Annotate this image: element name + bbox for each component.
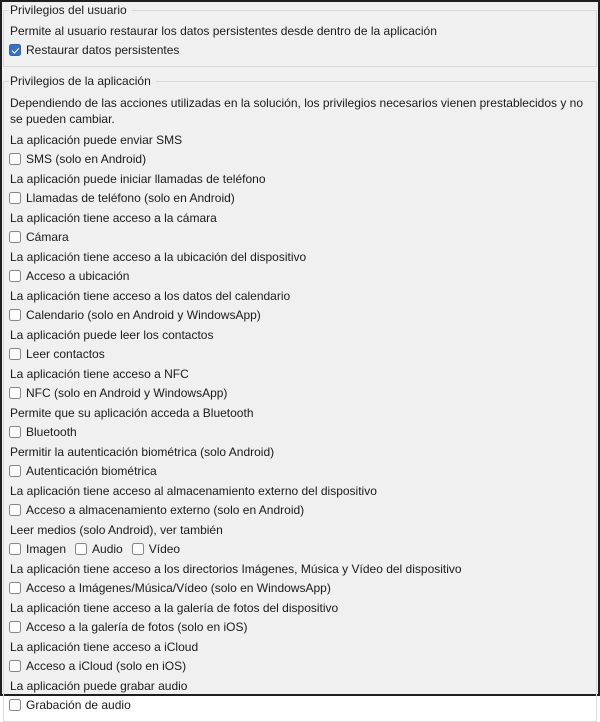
checkbox[interactable]: [132, 543, 144, 555]
checkbox[interactable]: [9, 543, 21, 555]
privilege-description: Leer medios (solo Android), ver también: [10, 523, 223, 537]
privilege-item: [9, 562, 588, 595]
checkbox[interactable]: [9, 153, 21, 165]
checkbox-row: [9, 230, 588, 244]
checkbox-row: [9, 386, 588, 400]
privilege-item: [9, 640, 588, 673]
checkbox-item: [9, 230, 69, 244]
privilege-item: [9, 211, 588, 244]
checkbox-label[interactable]: Acceso a iCloud (solo en iOS): [26, 659, 187, 673]
checkbox[interactable]: [9, 621, 21, 633]
checkbox-row: [9, 698, 588, 712]
privilege-item: [9, 523, 588, 556]
group-user-privileges: [3, 3, 597, 67]
privilege-description: Permitir la autenticación biométrica (solo Android): [10, 445, 275, 459]
privilege-description: La aplicación tiene acceso a iCloud: [10, 640, 199, 654]
privilege-description: La aplicación tiene acceso a la cámara: [10, 211, 217, 225]
checkbox[interactable]: [9, 660, 21, 672]
checkbox-item: [75, 542, 123, 556]
checkbox[interactable]: [9, 582, 21, 594]
privilege-item: [9, 406, 588, 439]
checkbox-item: [9, 620, 247, 634]
checkbox-label[interactable]: Llamadas de teléfono (solo en Android): [26, 191, 235, 205]
checkbox-label[interactable]: Acceso a ubicación: [26, 269, 130, 283]
checkbox-label[interactable]: Bluetooth: [26, 425, 77, 439]
checkbox[interactable]: [9, 699, 21, 711]
privilege-description: La aplicación tiene acceso a los datos del calendario: [10, 289, 291, 303]
privilege-description: La aplicación tiene acceso a la ubicación del dispositivo: [10, 250, 307, 264]
checkbox[interactable]: [9, 465, 21, 477]
privilege-description: La aplicación tiene acceso a los directorios Imágenes, Música y Vídeo del dispositivo: [10, 562, 462, 576]
user-privileges-list: [9, 24, 588, 57]
checkbox-item: [9, 464, 157, 478]
checkbox-item: [9, 191, 235, 205]
checkbox-item: [9, 542, 66, 556]
checkbox-label[interactable]: Cámara: [26, 230, 69, 244]
privilege-description: La aplicación puede enviar SMS: [10, 133, 183, 147]
privilege-description: La aplicación puede leer los contactos: [10, 328, 214, 342]
checkbox[interactable]: [9, 192, 21, 204]
checkbox-item: [132, 542, 180, 556]
checkbox-row: [9, 659, 588, 673]
checkbox-row: [9, 542, 588, 556]
privilege-item: [9, 484, 588, 517]
checkbox-item: [9, 698, 131, 712]
privilege-description: La aplicación puede iniciar llamadas de teléfono: [10, 172, 266, 186]
checkbox-row: [9, 152, 588, 166]
privilege-description: Permite que su aplicación acceda a Bluetooth: [10, 406, 254, 420]
checkbox[interactable]: [9, 231, 21, 243]
checkbox-label[interactable]: Grabación de audio: [26, 698, 131, 712]
privilege-description: La aplicación tiene acceso a NFC: [10, 367, 189, 381]
privilege-description: La aplicación tiene acceso al almacenamiento externo del dispositivo: [10, 484, 377, 498]
checkbox-label[interactable]: Acceso a Imágenes/Música/Vídeo (solo en WindowsApp): [26, 581, 331, 595]
privilege-description: Permite al usuario restaurar los datos persistentes desde dentro de la aplicación: [10, 24, 437, 38]
checkbox[interactable]: [9, 348, 21, 360]
checkbox-label[interactable]: Acceso a la galería de fotos (solo en iOS): [26, 620, 248, 634]
privilege-item: [9, 445, 588, 478]
checkbox-item: [9, 503, 304, 517]
checkbox-row: [9, 43, 588, 57]
checkbox-label[interactable]: Autenticación biométrica: [26, 464, 157, 478]
checkbox-label[interactable]: Leer contactos: [26, 347, 105, 361]
checkbox[interactable]: [75, 543, 87, 555]
checkbox-row: [9, 503, 588, 517]
privilege-item: [9, 289, 588, 322]
checkbox[interactable]: [9, 387, 21, 399]
checkbox-row: [9, 308, 588, 322]
app-privileges-list: [9, 133, 588, 712]
privilege-item: [9, 133, 588, 166]
checkbox-item: [9, 308, 261, 322]
privilege-item: [9, 328, 588, 361]
checkbox[interactable]: [9, 309, 21, 321]
checkbox[interactable]: [9, 504, 21, 516]
checkbox-item: [9, 659, 186, 673]
checkbox-label[interactable]: Vídeo: [148, 542, 181, 556]
privilege-description: La aplicación puede grabar audio: [10, 679, 188, 693]
privilege-description: La aplicación tiene acceso a la galería de fotos del dispositivo: [10, 601, 339, 615]
checkbox[interactable]: [9, 426, 21, 438]
checkbox-item: [9, 386, 227, 400]
privilege-item: [9, 250, 588, 283]
checkbox-label[interactable]: SMS (solo en Android): [26, 152, 147, 166]
checkbox-label[interactable]: Restaurar datos persistentes: [26, 43, 180, 57]
privilege-item: [9, 24, 588, 57]
checkbox-label[interactable]: NFC (solo en Android y WindowsApp): [26, 386, 228, 400]
checkbox-label[interactable]: Audio: [92, 542, 123, 556]
privilege-item: [9, 367, 588, 400]
checkbox-item: [9, 425, 77, 439]
checkbox-item: [9, 269, 129, 283]
checkbox-row: [9, 347, 588, 361]
checkbox-item: [9, 152, 146, 166]
checkbox-row: [9, 464, 588, 478]
checkbox-checked[interactable]: [9, 44, 21, 56]
privilege-item: [9, 172, 588, 205]
checkbox-row: [9, 620, 588, 634]
checkbox-label[interactable]: Acceso a almacenamiento externo (solo en Android): [26, 503, 305, 517]
group-title-app-privileges: Privilegios de la aplicación: [10, 74, 151, 88]
checkbox-item: [9, 43, 179, 57]
group-title-user-privileges: Privilegios del usuario: [10, 3, 127, 17]
checkbox-row: [9, 425, 588, 439]
checkbox-label[interactable]: Calendario (solo en Android y WindowsApp): [26, 308, 261, 322]
privilege-item: [9, 601, 588, 634]
privilege-item: [9, 679, 588, 712]
checkbox-row: [9, 269, 588, 283]
checkbox-label[interactable]: Imagen: [26, 542, 67, 556]
app-privileges-intro: Dependiendo de las acciones utilizadas en la solución, los privilegios necesarios vienen prestablecidos y no se pueden cambiar.: [10, 96, 584, 126]
checkbox[interactable]: [9, 270, 21, 282]
checkbox-row: [9, 581, 588, 595]
checkbox-item: [9, 581, 331, 595]
checkbox-item: [9, 347, 105, 361]
checkbox-row: [9, 191, 588, 205]
group-app-privileges: [3, 74, 597, 722]
